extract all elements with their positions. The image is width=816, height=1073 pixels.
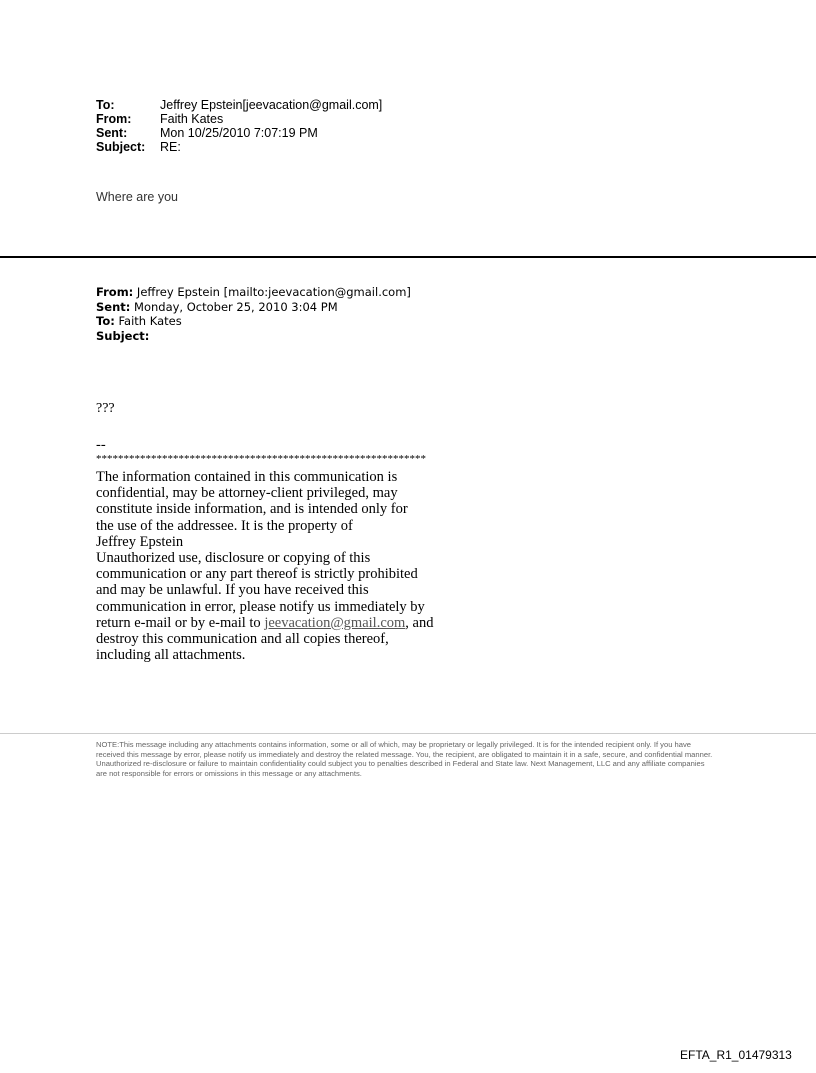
email-header: [96, 98, 382, 154]
confidentiality-line: the use of the addressee. It is the property of: [96, 517, 353, 534]
original-subject-row: [96, 329, 411, 344]
original-sent-label: Sent:: [96, 299, 131, 314]
subject-value: RE:: [160, 140, 181, 154]
original-to-row: [96, 314, 411, 329]
subject-label: Subject:: [96, 140, 146, 154]
header-to-row: [96, 98, 382, 112]
confidentiality-line: confidential, may be attorney-client privileged, may: [96, 485, 398, 502]
confidentiality-line: communication or any part thereof is strictly prohibited: [96, 566, 418, 583]
confidentiality-line: Unauthorized use, disclosure or copying of this: [96, 550, 371, 567]
confidentiality-line: The information contained in this communication is: [96, 469, 398, 485]
confidentiality-line: including all attachments.: [96, 647, 246, 664]
separator-line: [0, 256, 816, 258]
link-suffix: , and: [405, 614, 434, 631]
signature-dashes: --: [96, 437, 106, 453]
confidentiality-line: Jeffrey Epstein: [96, 533, 184, 550]
confidentiality-line: constitute inside information, and is intended only for: [96, 501, 408, 518]
from-value: Faith Kates: [160, 112, 224, 126]
original-subject-label: Subject:: [96, 328, 150, 343]
original-message-header: [96, 285, 411, 343]
email-link[interactable]: jeevacation@gmail.com: [264, 614, 406, 631]
header-subject-row: [96, 140, 382, 154]
signature-stars: ************************************************************: [96, 453, 426, 465]
legal-note: NOTE:This message including any attachments contains information, some or all of which, may be proprietary or legally privileged. It is for the intended recipient only. If you have received this message by error, please notify us immediately and destroy the related message. You, the recipient, are obligated to maintain it in a safe, secure, and confidential manner. Unauthorized re-disclosure or failure to maintain confidentiality could subject you to penalties described in Federal and State law. Next Management, LLC and any affiliate companies are not responsible for errors or omissions in this message or any attachments.: [96, 740, 713, 779]
reply-body: Where are you: [96, 190, 178, 204]
original-from-label: From:: [96, 285, 134, 299]
original-from-row: [96, 285, 411, 300]
original-sent-row: [96, 300, 411, 315]
confidentiality-line: and may be unlawful. If you have received this: [96, 582, 369, 599]
document-id: EFTA_R1_01479313: [680, 1048, 792, 1062]
header-from-row: [96, 112, 382, 126]
link-prefix: return e-mail or by e-mail to: [96, 614, 265, 631]
original-to-label: To:: [96, 314, 115, 328]
from-label: From:: [96, 112, 132, 126]
original-from-value: Jeffrey Epstein [mailto:jeevacation@gmail.com]: [133, 285, 411, 299]
sent-value: Mon 10/25/2010 7:07:19 PM: [160, 126, 318, 140]
to-value: Jeffrey Epstein[jeevacation@gmail.com]: [160, 98, 383, 112]
note-divider: [0, 733, 816, 734]
signature-block: [96, 437, 616, 663]
original-body: ???: [96, 401, 115, 416]
confidentiality-line: destroy this communication and all copies thereof,: [96, 631, 389, 648]
to-label: To:: [96, 98, 115, 112]
original-to-value: Faith Kates: [114, 314, 182, 328]
confidentiality-line-with-link: [96, 615, 616, 631]
header-sent-row: [96, 126, 382, 140]
confidentiality-notice: [96, 469, 616, 663]
confidentiality-line: communication in error, please notify us immediately by: [96, 598, 425, 615]
sent-label: Sent:: [96, 126, 128, 140]
original-sent-value: Monday, October 25, 2010 3:04 PM: [130, 299, 338, 314]
